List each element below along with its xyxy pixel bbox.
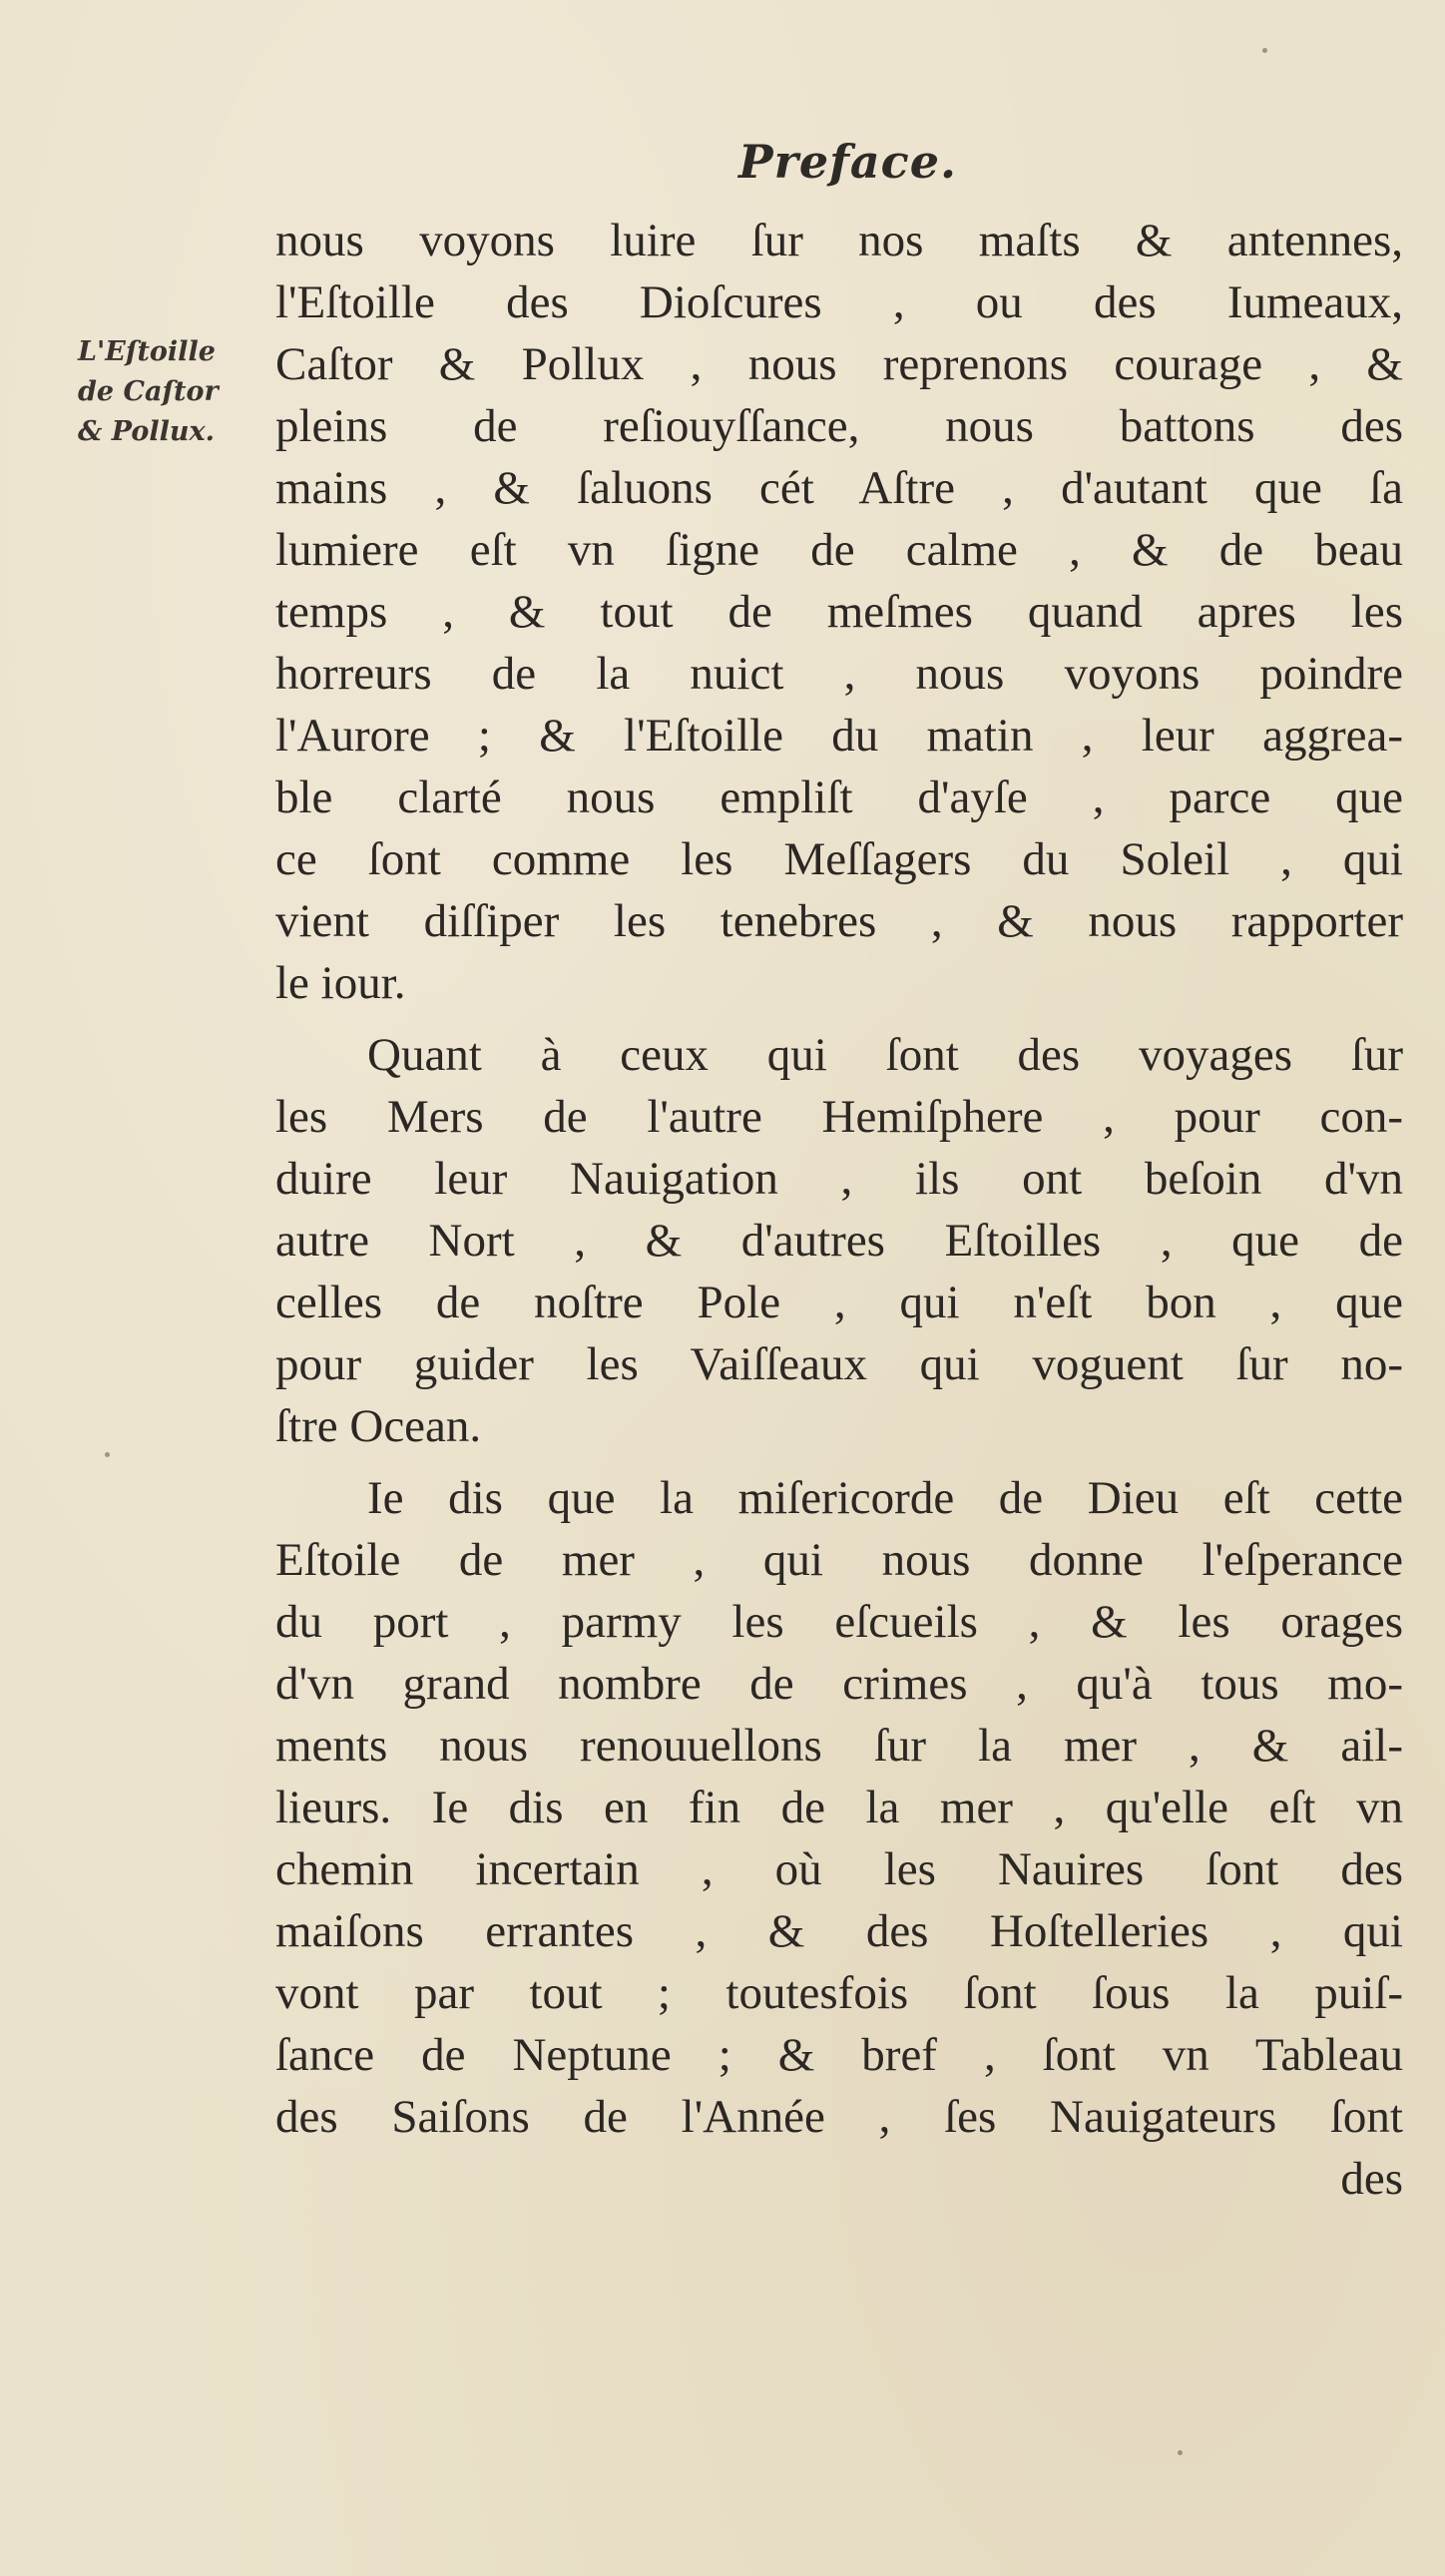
catchword: des [1340, 2153, 1403, 2205]
paper-speck [105, 1452, 110, 1457]
text-line: ſtre Ocean. [275, 1400, 482, 1452]
text-line: vient diſſiper les tenebres , & nous rapporter [275, 895, 1403, 947]
paragraph-2 [275, 1024, 1403, 1457]
margin-note [78, 332, 277, 452]
text-line: Eſtoile de mer , qui nous donne l'eſperance [275, 1534, 1403, 1586]
text-line: le iour. [275, 957, 406, 1009]
text-line: Quant à ceux qui ſont des voyages ſur [367, 1029, 1403, 1081]
text-line: celles de noſtre Pole , qui n'eſt bon , que [275, 1277, 1403, 1328]
text-line: lieurs. Ie dis en fin de la mer , qu'elle eſt vn [275, 1782, 1403, 1833]
paragraph-3 [275, 1467, 1403, 2148]
text-line: pour guider les Vaiſſeaux qui voguent ſur no- [275, 1338, 1403, 1390]
margin-note-line: & Pollux. [78, 416, 216, 447]
text-line: l'Eſtoille des Dioſcures , ou des Iumeaux, [275, 276, 1403, 328]
text-line: ſance de Neptune ; & bref , ſont vn Tableau [275, 2029, 1403, 2081]
text-line: Caſtor & Pollux , nous reprenons courage , & [275, 338, 1403, 390]
text-line: ble clarté nous empliſt d'ayſe , parce que [275, 772, 1403, 823]
text-line: l'Aurore ; & l'Eſtoille du matin , leur aggrea- [275, 710, 1403, 762]
margin-note-line: L'Eſtoille [78, 336, 216, 367]
text-line: des Saiſons de l'Année , ſes Nauigateurs ſont [275, 2091, 1403, 2143]
text-line: Ie dis que la miſericorde de Dieu eſt cette [367, 1472, 1403, 1524]
margin-note-line: de Caſtor [78, 376, 219, 407]
text-line: d'vn grand nombre de crimes , qu'à tous mo- [275, 1658, 1403, 1710]
text-line: horreurs de la nuict , nous voyons poindre [275, 648, 1403, 700]
text-line: les Mers de l'autre Hemiſphere , pour con- [275, 1091, 1403, 1143]
paper-speck [1178, 2450, 1183, 2455]
text-line: ce ſont comme les Meſſagers du Soleil , qui [275, 833, 1403, 885]
text-line: du port , parmy les eſcueils , & les orages [275, 1596, 1403, 1648]
running-head: Preface. [738, 135, 957, 189]
text-line: vont par tout ; toutesfois ſont ſous la puiſ- [275, 1967, 1403, 2019]
text-line: chemin incertain , où les Nauires ſont des [275, 1843, 1403, 1895]
text-line: maiſons errantes , & des Hoſtelleries , qui [275, 1905, 1403, 1957]
body-text [275, 210, 1403, 2210]
text-line: autre Nort , & d'autres Eſtoilles , que de [275, 1215, 1403, 1267]
paragraph-1 [275, 210, 1403, 1014]
paper-speck [1262, 48, 1267, 53]
text-line: lumiere eſt vn ſigne de calme , & de beau [275, 524, 1403, 576]
text-line: ments nous renouuellons ſur la mer , & ail- [275, 1720, 1403, 1772]
text-line: nous voyons luire ſur nos maſts & antennes, [275, 215, 1403, 266]
text-line: mains , & ſaluons cét Aſtre , d'autant que ſa [275, 462, 1403, 514]
text-line: pleins de reſiouyſſance, nous battons des [275, 400, 1403, 452]
text-line: temps , & tout de meſmes quand apres les [275, 586, 1403, 638]
text-line: duire leur Nauigation , ils ont beſoin d'vn [275, 1153, 1403, 1205]
